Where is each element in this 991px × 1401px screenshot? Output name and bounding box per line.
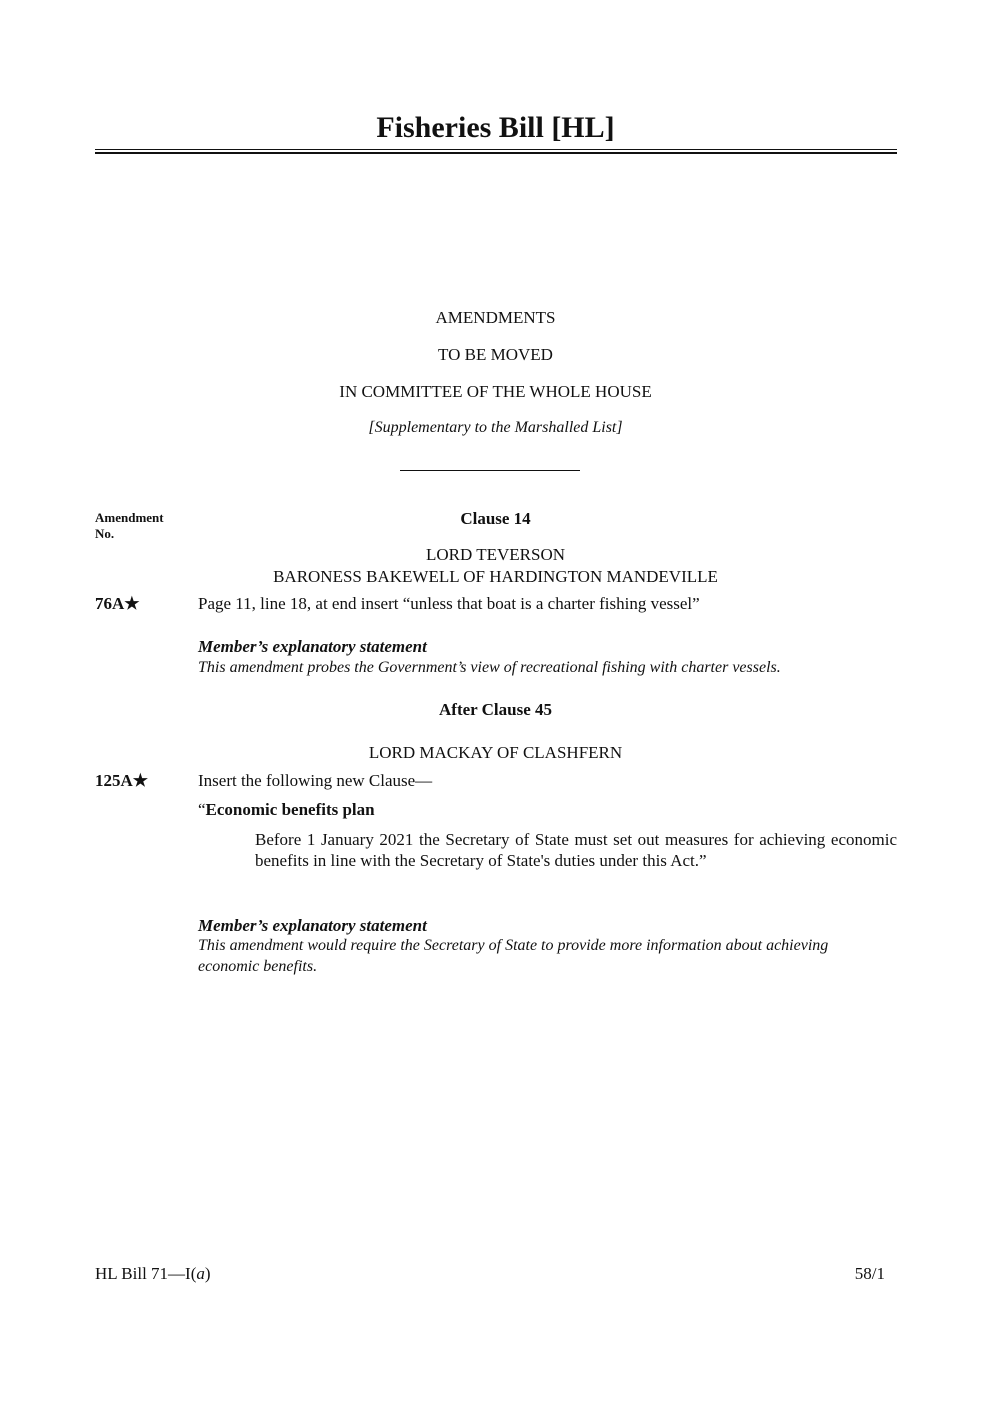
bill-ref-prefix: HL Bill 71—I( <box>95 1264 197 1283</box>
open-quote: “ <box>198 800 206 819</box>
intro-line: TO BE MOVED <box>438 345 553 364</box>
page-number: 58/1 <box>854 1264 885 1283</box>
title-rule-thick <box>95 152 897 154</box>
statement-text: This amendment would require the Secretary of State to provide more information about achieving economic benefits. <box>198 937 829 975</box>
title-rule <box>95 149 897 150</box>
intro-note: [Supplementary to the Marshalled List] <box>368 419 623 436</box>
amendment-number-label: Amendment No. <box>95 510 164 541</box>
amendment-number: 76A★ <box>95 594 140 613</box>
amendment-text: Insert the following new Clause— <box>198 771 433 790</box>
bill-ref-print: a <box>196 1264 205 1283</box>
statement-heading: Member’s explanatory statement <box>198 637 427 656</box>
clause-heading: After Clause 45 <box>439 700 552 719</box>
new-clause-body: Before 1 January 2021 the Secretary of State must set out measures for achieving economic benefits in line with the Secretary of State's duties under this Act.” <box>255 830 897 870</box>
intro-line: AMENDMENTS <box>435 308 556 327</box>
page-title: Fisheries Bill [HL] <box>376 111 615 144</box>
clause-heading: Clause 14 <box>460 509 531 528</box>
intro-line: IN COMMITTEE OF THE WHOLE HOUSE <box>339 382 652 401</box>
bill-reference <box>95 1263 211 1284</box>
clause-title: Economic benefits plan <box>205 800 375 819</box>
statement-heading: Member’s explanatory statement <box>198 916 427 935</box>
bill-ref-suffix: ) <box>204 1264 211 1283</box>
statement-text: This amendment probes the Government’s view of recreational fishing with charter vessels. <box>198 659 781 676</box>
member-name: LORD MACKAY OF CLASHFERN <box>368 743 623 762</box>
member-name: LORD TEVERSON <box>426 545 565 564</box>
new-clause-title <box>198 799 375 820</box>
divider <box>400 470 580 471</box>
amendment-text: Page 11, line 18, at end insert “unless that boat is a charter fishing vessel” <box>198 594 700 613</box>
amendment-number: 125A★ <box>95 771 149 790</box>
member-name: BARONESS BAKEWELL OF HARDINGTON MANDEVILLE <box>273 567 718 586</box>
